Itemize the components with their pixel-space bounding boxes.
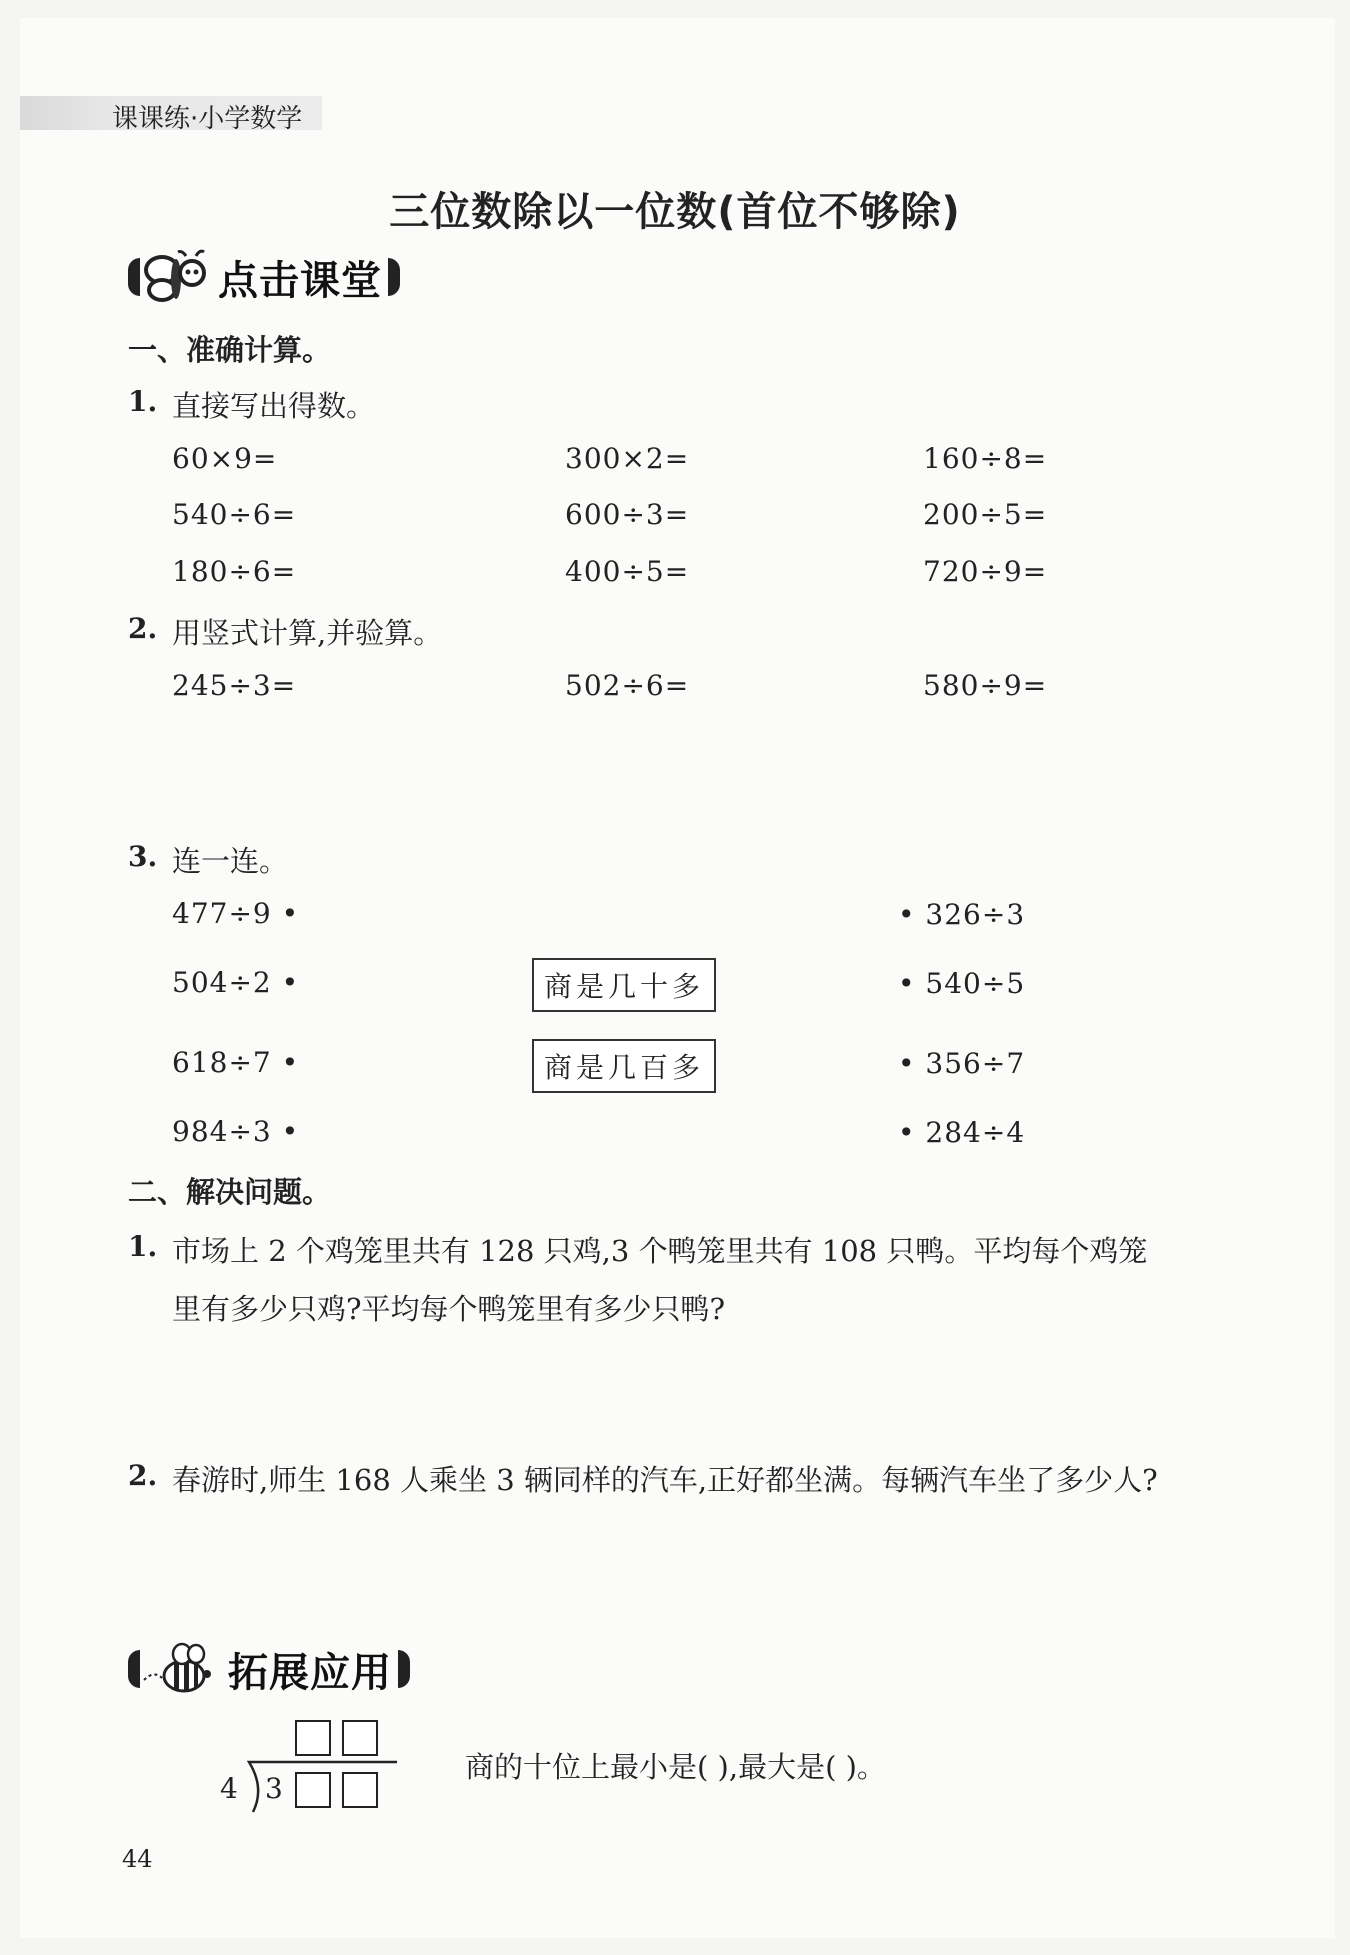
- match-left-4: 984÷3 •: [172, 1115, 300, 1148]
- q2-prompt: 用竖式计算,并验算。: [172, 616, 443, 650]
- class-section-banner: [128, 248, 400, 306]
- butterfly-icon: [140, 248, 210, 306]
- match-right-4: • 284÷4: [898, 1116, 1026, 1149]
- quotient-box-ones[interactable]: [342, 1720, 378, 1756]
- p2-q1-number: 1.: [128, 1230, 158, 1263]
- q2-expr-1: 245÷3=: [172, 669, 297, 702]
- p2-q2-text: 春游时,师生 168 人乘坐 3 辆同样的汽车,正好都坐满。每辆汽车坐了多少人?: [172, 1463, 1158, 1497]
- q1-expr-r3c2: 400÷5=: [565, 555, 690, 588]
- page-number: 44: [122, 1845, 153, 1873]
- q2-number: 2.: [128, 612, 158, 645]
- p2-q2-number: 2.: [128, 1459, 158, 1492]
- q1-expr-r2c2: 600÷3=: [565, 498, 690, 531]
- p2-q1-line1: 市场上 2 个鸡笼里共有 128 只鸡,3 个鸭笼里共有 108 只鸭。平均每个鸡笼: [172, 1234, 1148, 1268]
- quotient-box-tens[interactable]: [295, 1720, 331, 1756]
- match-right-3: • 356÷7: [898, 1047, 1026, 1080]
- q1-expr-r3c1: 180÷6=: [172, 555, 297, 588]
- divisor: 4: [220, 1772, 239, 1805]
- q1-expr-r1c1: 60×9=: [172, 442, 278, 475]
- part1-heading: 一、准确计算。: [128, 333, 332, 367]
- match-left-2: 504÷2 •: [172, 966, 300, 999]
- p2-q1-line2: 里有多少只鸡?平均每个鸭笼里有多少只鸭?: [172, 1292, 726, 1326]
- match-box-hundreds: 商是几百多: [532, 1039, 716, 1093]
- match-left-3: 618÷7 •: [172, 1046, 300, 1079]
- banner-left-cap: [128, 258, 140, 296]
- q1-prompt: 直接写出得数。: [172, 389, 376, 423]
- part2-heading: 二、解决问题。: [128, 1175, 332, 1209]
- q1-number: 1.: [128, 385, 158, 418]
- q3-number: 3.: [128, 840, 158, 873]
- match-box-tens: 商是几十多: [532, 958, 716, 1012]
- q1-expr-r2c1: 540÷6=: [172, 498, 297, 531]
- dividend-box-tens[interactable]: [295, 1772, 331, 1808]
- bee-icon: [140, 1640, 220, 1698]
- q1-expr-r3c3: 720÷9=: [923, 555, 1048, 588]
- banner-right-cap: [388, 258, 400, 296]
- q1-expr-r2c3: 200÷5=: [923, 498, 1048, 531]
- match-right-1: • 326÷3: [898, 898, 1026, 931]
- match-right-2: • 540÷5: [898, 967, 1026, 1000]
- series-title: 课课练·小学数学: [112, 104, 303, 134]
- q3-prompt: 连一连。: [172, 844, 289, 878]
- banner-left-cap: [128, 1650, 140, 1688]
- q1-expr-r1c2: 300×2=: [565, 442, 690, 475]
- q1-expr-r1c3: 160÷8=: [923, 442, 1048, 475]
- extension-banner-label: 拓展应用: [228, 1649, 392, 1696]
- q2-expr-3: 580÷9=: [923, 669, 1048, 702]
- q2-expr-2: 502÷6=: [565, 669, 690, 702]
- dividend-box-ones[interactable]: [342, 1772, 378, 1808]
- class-banner-label: 点击课堂: [218, 257, 382, 304]
- banner-right-cap: [398, 1650, 410, 1688]
- extension-question: 商的十位上最小是( ),最大是( )。: [465, 1750, 886, 1784]
- match-left-1: 477÷9 •: [172, 897, 300, 930]
- extension-section-banner: [128, 1640, 410, 1698]
- lesson-title: 三位数除以一位数(首位不够除): [389, 189, 961, 235]
- dividend-first-digit: 3: [265, 1772, 284, 1805]
